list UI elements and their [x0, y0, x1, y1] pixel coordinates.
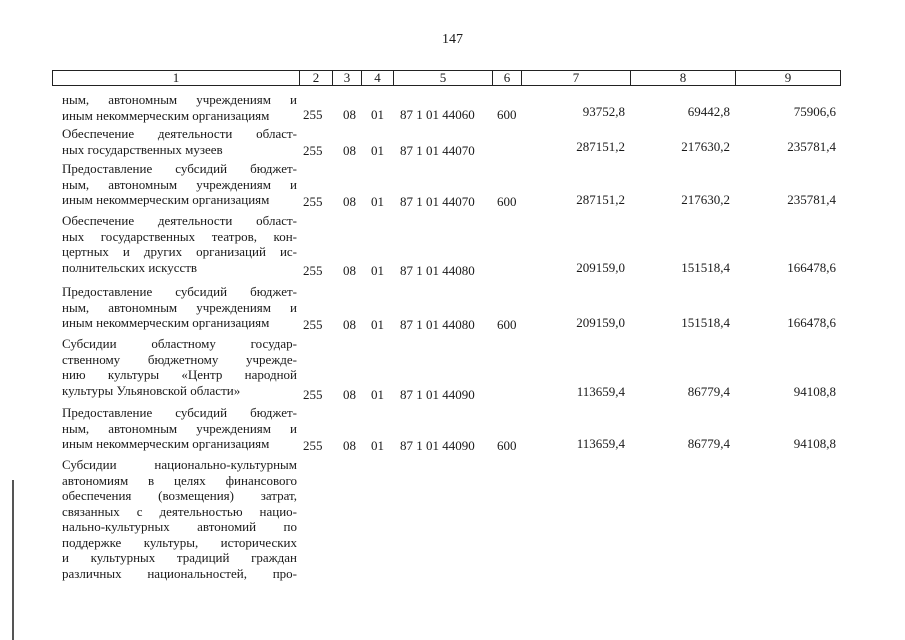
header-col-7: 7 [522, 70, 631, 86]
header-col-6: 6 [493, 70, 522, 86]
row-description [62, 213, 297, 275]
cell-col-2: 255 [303, 438, 323, 453]
row-description [62, 284, 297, 331]
description-line: автономиям в целях финансового [62, 472, 297, 488]
cell-col-2: 255 [303, 143, 323, 158]
cell-col-3: 08 [343, 317, 356, 332]
cell-col-3: 08 [343, 194, 356, 209]
cell-col-3: 08 [343, 107, 356, 122]
header-col-8: 8 [631, 70, 736, 86]
cell-col-3: 08 [343, 438, 356, 453]
cell-col-9: 75906,6 [793, 104, 836, 119]
description-line: различных национальностей, про- [62, 565, 297, 581]
cell-col-9: 166478,6 [787, 260, 836, 275]
description-line: иным некоммерческим организациям [62, 436, 270, 451]
cell-col-9: 94108,8 [793, 436, 836, 451]
cell-col-7: 287151,2 [576, 192, 625, 207]
description-line: Обеспечение деятельности област- [62, 213, 297, 228]
description-line: и культурных традиций граждан [62, 550, 297, 565]
description-line: ственному бюджетному учрежде- [62, 351, 297, 367]
cell-col-7: 209159,0 [576, 315, 625, 330]
cell-col-6: 600 [497, 194, 517, 209]
cell-col-6: 600 [497, 438, 517, 453]
cell-col-2: 255 [303, 317, 323, 332]
description-line: Субсидии областному государ- [62, 336, 297, 351]
cell-col-5: 87 1 01 44090 [400, 387, 475, 402]
cell-col-4: 01 [371, 194, 384, 209]
header-col-1: 1 [52, 70, 300, 86]
description-line: ным, автономным учреждениям и [62, 92, 297, 107]
description-line: Предоставление субсидий бюджет- [62, 161, 297, 176]
cell-col-4: 01 [371, 438, 384, 453]
description-line: обеспечения (возмещения) затрат, [62, 488, 297, 503]
description-line: иным некоммерческим организациям [62, 315, 270, 330]
description-line: культуры Ульяновской области» [62, 382, 241, 398]
cell-col-8: 151518,4 [681, 315, 730, 330]
cell-col-7: 287151,2 [576, 139, 625, 154]
description-line: нию культуры «Центр народной [62, 367, 297, 382]
cell-col-6: 600 [497, 317, 517, 332]
cell-col-4: 01 [371, 263, 384, 278]
cell-col-8: 217630,2 [681, 192, 730, 207]
cell-col-8: 86779,4 [687, 436, 730, 451]
cell-col-2: 255 [303, 107, 323, 122]
description-line: Субсидии национально-культурным [62, 457, 297, 472]
cell-col-9: 235781,4 [787, 192, 836, 207]
page-number: 147 [442, 32, 463, 47]
cell-col-6: 600 [497, 107, 517, 122]
cell-col-7: 209159,0 [576, 260, 625, 275]
cell-col-5: 87 1 01 44080 [400, 263, 475, 278]
header-col-2: 2 [300, 70, 333, 86]
description-line: связанных с деятельностью нацио- [62, 503, 297, 519]
header-col-5: 5 [394, 70, 493, 86]
description-line: Предоставление субсидий бюджет- [62, 284, 297, 299]
cell-col-5: 87 1 01 44080 [400, 317, 475, 332]
row-description [62, 126, 297, 157]
cell-col-7: 113659,4 [576, 436, 625, 451]
cell-col-3: 08 [343, 263, 356, 278]
cell-col-9: 235781,4 [787, 139, 836, 154]
description-line: ным, автономным учреждениям и [62, 176, 297, 192]
description-line: нально-культурных автономий по [62, 519, 297, 534]
cell-col-3: 08 [343, 387, 356, 402]
description-line: ных государственных музеев [62, 141, 223, 157]
cell-col-4: 01 [371, 317, 384, 332]
cell-col-5: 87 1 01 44060 [400, 107, 475, 122]
description-line: цертных и других организаций ис- [62, 244, 297, 259]
cell-col-2: 255 [303, 194, 323, 209]
row-description [62, 92, 297, 123]
description-line: полнительских искусств [62, 259, 198, 275]
cell-col-3: 08 [343, 143, 356, 158]
description-line: иным некоммерческим организациям [62, 192, 270, 207]
header-col-4: 4 [362, 70, 394, 86]
description-line: ным, автономным учреждениям и [62, 299, 297, 315]
row-description [62, 161, 297, 208]
header-col-3: 3 [333, 70, 362, 86]
cell-col-5: 87 1 01 44070 [400, 194, 475, 209]
row-description [62, 336, 297, 398]
cell-col-7: 93752,8 [582, 104, 625, 119]
description-line: поддержке культуры, исторических [62, 534, 297, 550]
cell-col-4: 01 [371, 107, 384, 122]
cell-col-4: 01 [371, 387, 384, 402]
cell-col-2: 255 [303, 387, 323, 402]
margin-line [12, 480, 14, 640]
cell-col-8: 151518,4 [681, 260, 730, 275]
cell-col-8: 86779,4 [687, 384, 730, 399]
cell-col-8: 69442,8 [687, 104, 730, 119]
description-line: ным, автономным учреждениям и [62, 420, 297, 436]
cell-col-8: 217630,2 [681, 139, 730, 154]
cell-col-4: 01 [371, 143, 384, 158]
row-description [62, 405, 297, 452]
header-col-9: 9 [736, 70, 841, 86]
cell-col-5: 87 1 01 44070 [400, 143, 475, 158]
cell-col-9: 94108,8 [793, 384, 836, 399]
row-description [62, 457, 297, 581]
description-line: иным некоммерческим организациям [62, 107, 270, 123]
description-line: Предоставление субсидий бюджет- [62, 405, 297, 420]
cell-col-5: 87 1 01 44090 [400, 438, 475, 453]
description-line: ных государственных театров, кон- [62, 228, 297, 244]
cell-col-9: 166478,6 [787, 315, 836, 330]
cell-col-7: 113659,4 [576, 384, 625, 399]
description-line: Обеспечение деятельности област- [62, 126, 297, 141]
cell-col-2: 255 [303, 263, 323, 278]
